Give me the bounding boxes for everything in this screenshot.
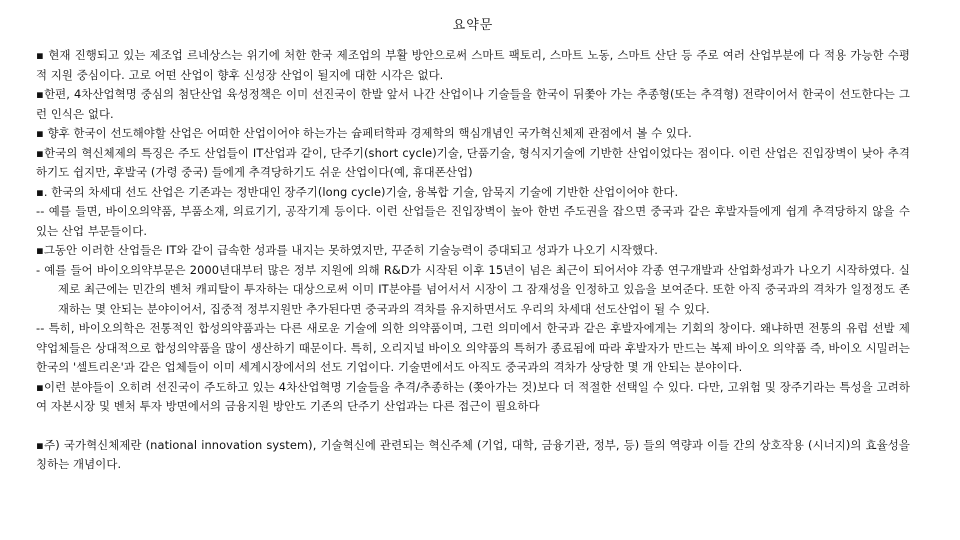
- paragraph-innovation-system-features: ▪한국의 혁신체제의 특징은 주도 산업들이 IT산업과 같이, 단주기(short cycle)기술, 단품기술, 형식지기술에 기반한 산업이었다는 점이다. 이런 산업은 진입장벽이 낮아 추격하기도 쉽지만, 후발국 (가령 중국) 들에게 추격당하기도 쉬운 산업이다(예, 휴대폰산업): [36, 145, 910, 179]
- spacer: [36, 417, 910, 436]
- footnote: ▪주) 국가혁신체제란 (national innovation system), 기술혁신에 관련되는 혁신주체 (기업, 대학, 금융기관, 정부, 등) 들의 역량과 이들 간의 상호작용 (시너지)의 효율성을 칭하는 개념이다.: [36, 437, 910, 471]
- paragraph-manufacturing-renaissance: ▪ 현재 진행되고 있는 제조업 르네상스는 위기에 처한 한국 제조업의 부활 방안으로써 스마트 팩토리, 스마트 노동, 스마트 산단 등 주로 여러 산업부분에 다 적용 가능한 수평적 지원 중심이다. 고로 어떤 산업이 향후 신성장 산업이 될지에 대한 시각은 없다.: [36, 48, 910, 82]
- paragraph-bio-example: - 예를 들어 바이오의약부문은 2000년대부터 많은 정부 지원에 의해 R&D가 시작된 이후 15년이 넘은 최근이 되어서야 각종 연구개발과 산업화성과가 나오기 시작하였다. 실제로 최근에는 민간의 벤처 캐피탈이 투자하는 대상으로써 이미 IT분야를 넘어서서 시장이 그 잠재성을 인정하고 있음을 보여준다. 또한 아직 중국과의 격차가 일정정도 존재하는 몇 안되는 분야이어서, 집중적 정부지원만 추가된다면 중국과의 격차를 유지하면서도 우리의 차세대 선도산업이 될 수 있다.: [36, 262, 910, 316]
- paragraph-4th-industrial-policy: ▪한편, 4차산업혁명 중심의 첨단산업 육성정책은 이미 선진국이 한발 앞서 나간 산업이나 기술들을 한국이 뒤쫓아 가는 추종형(또는 추격형) 전략이어서 한국이 선도한다는 그런 인식은 없다.: [36, 87, 910, 121]
- paragraph-conclusion: ▪이런 분야들이 오히려 선진국이 주도하고 있는 4차산업혁명 기술들을 추격/추종하는 (쫒아가는 것)보다 더 적절한 선택일 수 있다. 다만, 고위험 및 장주기라는 특성을 고려하여 자본시장 및 벤처 투자 방면에서의 금융지원 방안도 기존의 단주기 산업과는 다른 접근이 필요하다: [36, 379, 910, 413]
- paragraph-future-leading-industry: ▪ 향후 한국이 선도해야할 산업은 어떠한 산업이어야 하는가는 슘페터학파 경제학의 핵심개념인 국가혁신체제 관점에서 볼 수 있다.: [36, 126, 692, 140]
- paragraph-examples: -- 예를 들면, 바이오의약품, 부품소재, 의료기기, 공작기계 등이다. 이런 산업들은 진입장벽이 높아 한번 주도권을 잡으면 중국과 같은 후발자들에게 쉽게 추격당하지 않을 수 있는 산업 부문들이다.: [36, 204, 910, 238]
- paragraph-next-gen-industry: ▪. 한국의 차세대 선도 산업은 기존과는 정반대인 장주기(long cycle)기술, 융복합 기술, 암묵지 기술에 기반한 산업이어야 한다.: [36, 184, 679, 199]
- paragraph-biomedicine: -- 특히, 바이오의학은 전통적인 합성의약품과는 다른 새로운 기술에 의한 의약품이며, 그런 의미에서 한국과 같은 후발자에게는 기회의 창이다. 왜냐하면 전통의 유럽 선발 제약업체들은 상대적으로 합성의약품을 많이 생산하기 때문이다. 특히, 오리지널 바이오 의약품의 특허가 종료됨에 따라 후발자가 만드는 복제 바이오 의약품 즉, 바이오 시밀러는 한국의 '셀트리온'과 같은 업체들이 이미 세계시장에서의 선도 기업이다. 기술면에서도 아직도 중국과의 격차가 상당한 몇 개 안되는 분야이다.: [36, 321, 910, 374]
- paragraph-progress: ▪그동안 이러한 산업들은 IT와 같이 급속한 성과를 내지는 못하였지만, 꾸준히 기술능력이 증대되고 성과가 나오기 시작했다.: [36, 243, 658, 257]
- page-title: 요약문: [452, 18, 494, 33]
